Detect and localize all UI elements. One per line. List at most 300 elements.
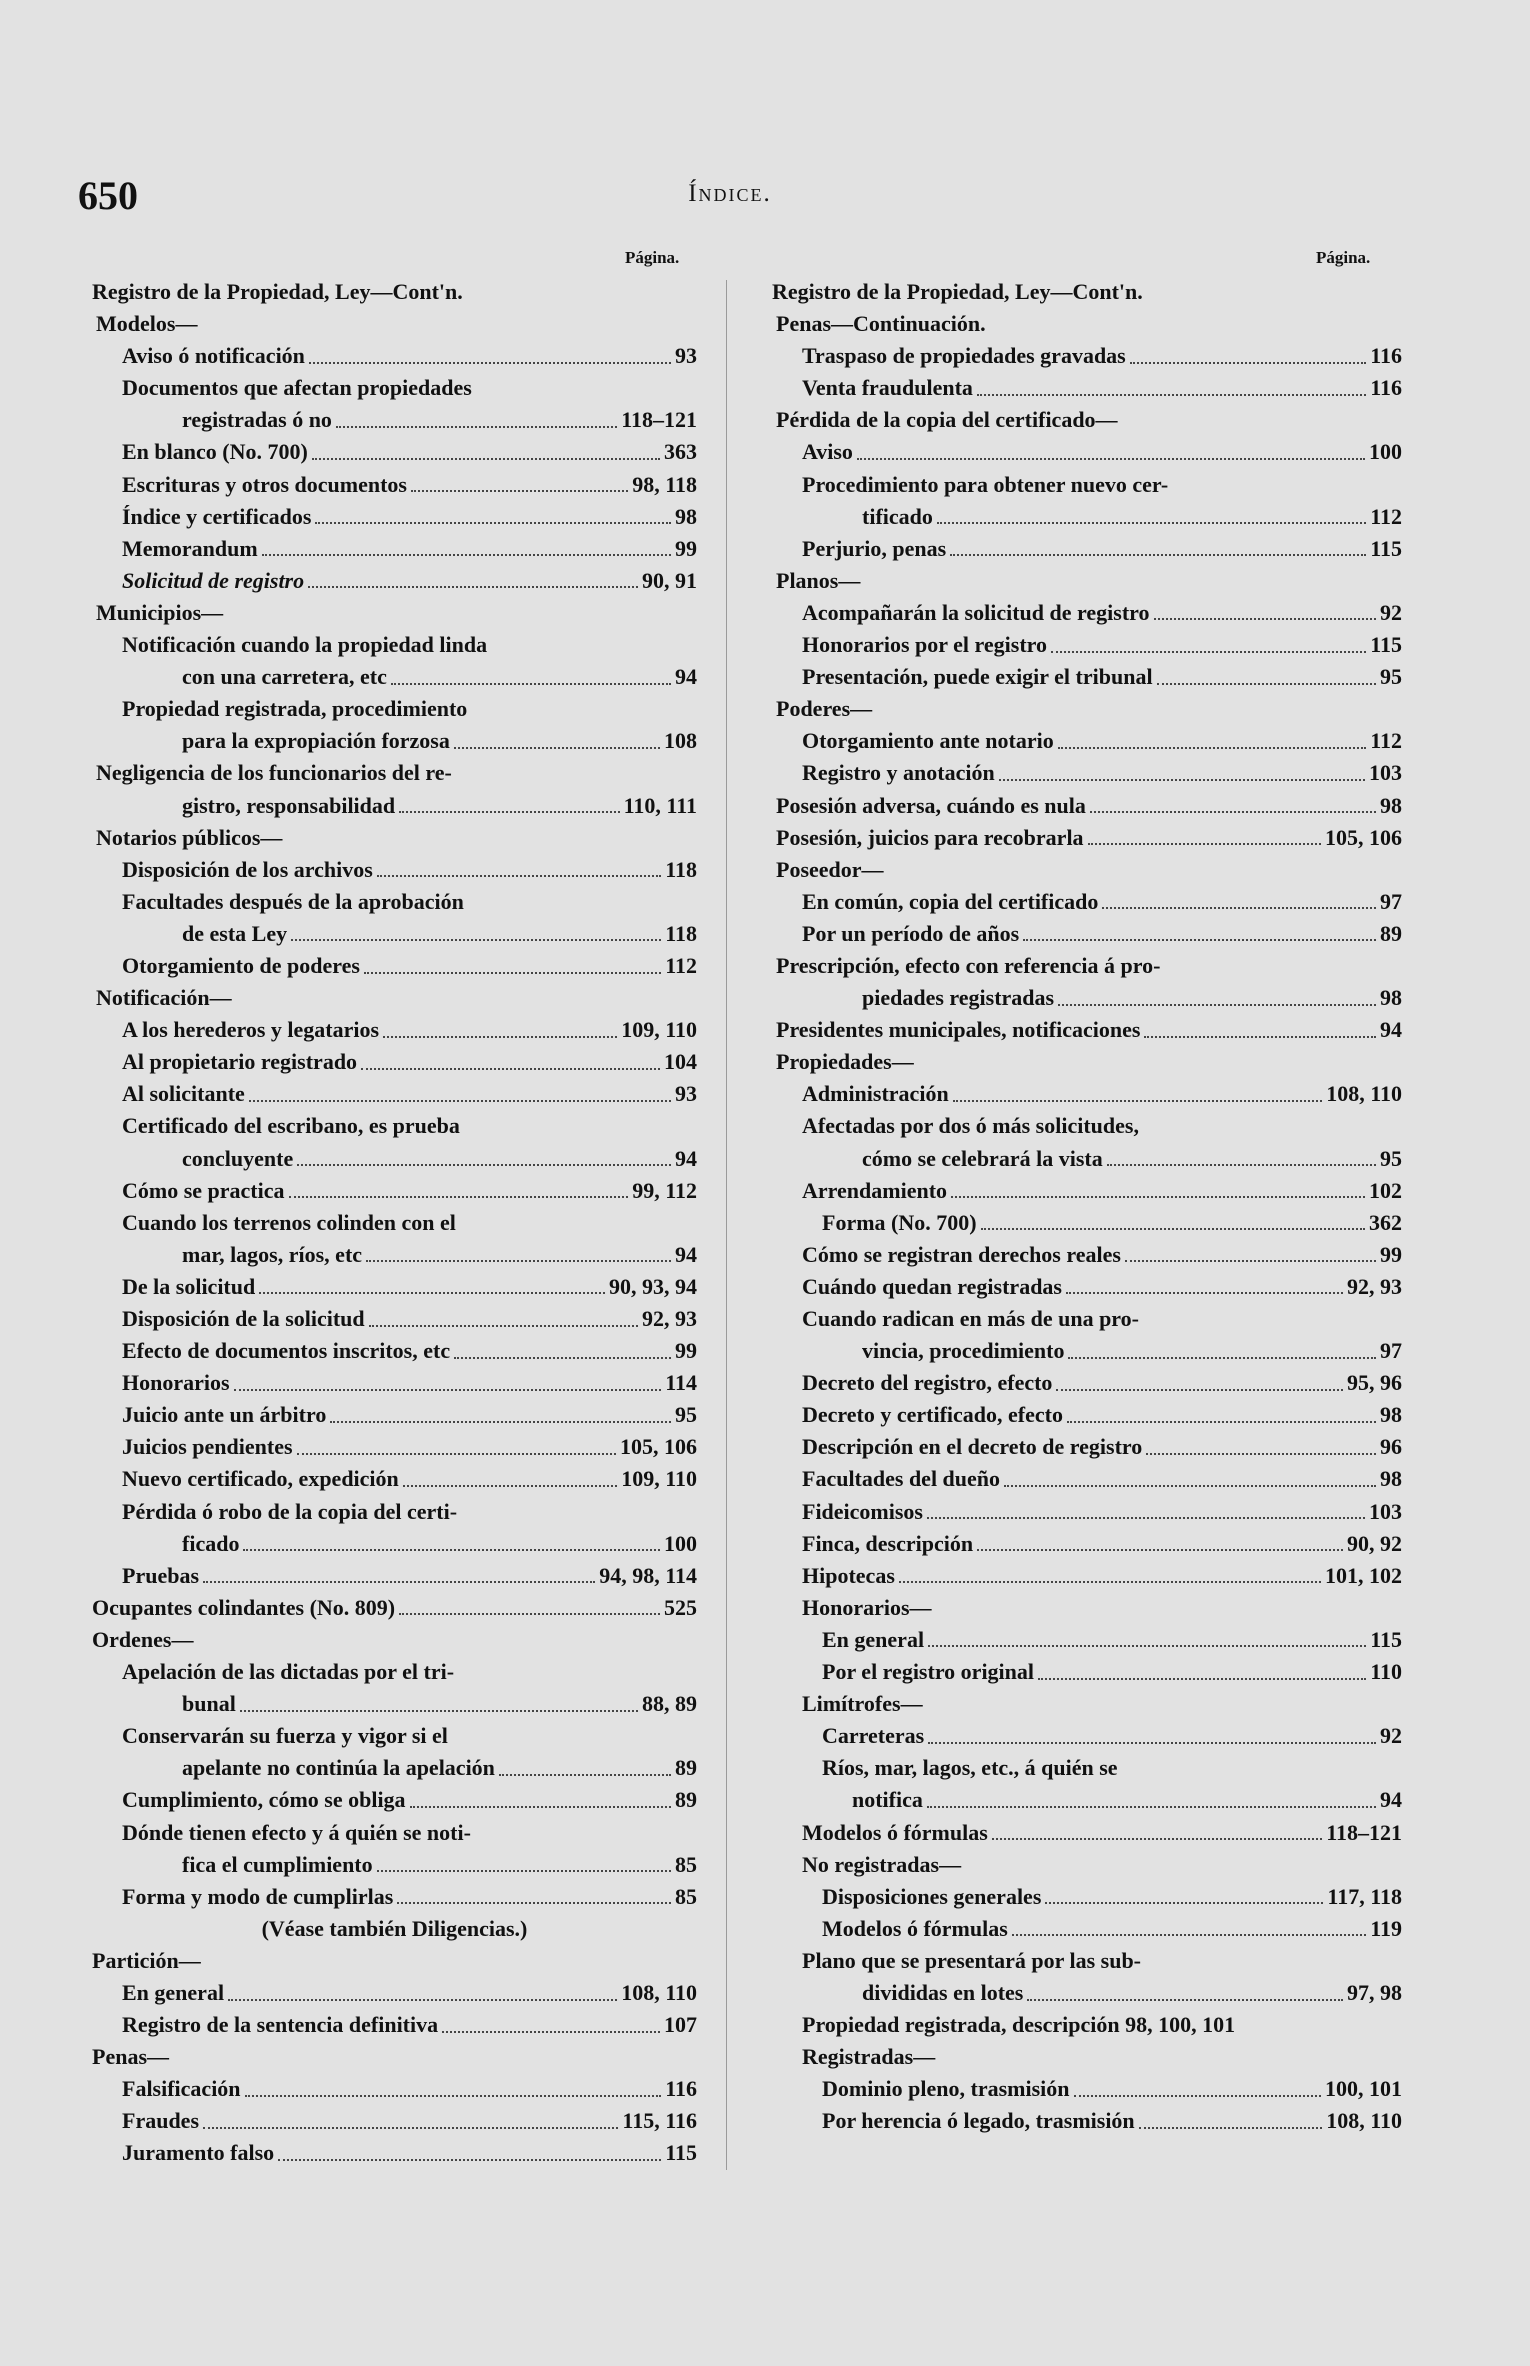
leader-dots: [291, 938, 661, 941]
page-number: 650: [78, 173, 138, 218]
leader-dots: [330, 1420, 671, 1423]
index-entry: [92, 1463, 697, 1495]
entry-text: fica el cumplimiento: [182, 1851, 373, 1877]
column-divider: [726, 280, 727, 2170]
index-entry: [772, 757, 1402, 789]
leader-dots: [1058, 1003, 1376, 1006]
entry-page-ref: 118–121: [621, 407, 697, 433]
leader-dots: [369, 1324, 638, 1327]
index-entry: [772, 436, 1402, 468]
entry-page-ref: 92: [1380, 1723, 1402, 1749]
leader-dots: [928, 1644, 1366, 1647]
entry-page-ref: 99: [1380, 1241, 1402, 1267]
leader-dots: [249, 1099, 671, 1102]
index-entry: [772, 1560, 1402, 1592]
entry-page-ref: 98: [1380, 1466, 1402, 1492]
index-entry: [92, 1078, 697, 1110]
index-entry: [92, 372, 697, 404]
index-entry: [92, 1913, 697, 1945]
entry-text: Posesión adversa, cuándo es nula: [776, 792, 1086, 818]
entry-text: Facultades después de la aprobación: [122, 888, 464, 914]
index-entry: [92, 1399, 697, 1431]
entry-page-ref: 99: [675, 535, 697, 561]
entry-text: Juicios pendientes: [122, 1434, 293, 1460]
index-entry: [772, 501, 1402, 533]
entry-page-ref: 90, 92: [1347, 1530, 1402, 1556]
entry-text: Arrendamiento: [802, 1177, 948, 1203]
leader-dots: [1139, 2126, 1323, 2129]
index-entry: [772, 340, 1402, 372]
left-index-column: [92, 276, 697, 2170]
index-entry: [92, 2041, 697, 2073]
index-entry: [772, 1143, 1402, 1175]
leader-dots: [289, 1195, 629, 1198]
index-entry: [772, 1303, 1402, 1335]
leader-dots: [899, 1580, 1321, 1583]
index-entry: [772, 1207, 1402, 1239]
index-entry: [92, 1014, 697, 1046]
entry-text: Aviso: [802, 439, 853, 465]
index-entry: [92, 1752, 697, 1784]
entry-page-ref: 118: [665, 856, 697, 882]
leader-dots: [278, 2158, 661, 2161]
index-entry: [772, 404, 1402, 436]
index-entry: [92, 1335, 697, 1367]
entry-page-ref: 89: [675, 1787, 697, 1813]
index-entry: [772, 1688, 1402, 1720]
entry-page-ref: 108: [664, 728, 697, 754]
entry-text: Limítrofes—: [802, 1691, 923, 1717]
index-entry: [772, 693, 1402, 725]
entry-page-ref: 115: [1370, 535, 1402, 561]
entry-text: Honorarios—: [802, 1594, 932, 1620]
index-entry: [92, 1592, 697, 1624]
index-entry: [772, 1945, 1402, 1977]
index-entry: [772, 565, 1402, 597]
entry-text: Solicitud de registro: [122, 567, 305, 593]
entry-text: Ocupantes colindantes (No. 809): [92, 1594, 396, 1620]
entry-text: Honorarios: [122, 1370, 230, 1396]
entry-page-ref: 108, 110: [1326, 1081, 1402, 1107]
entry-page-ref: 97, 98: [1347, 1979, 1402, 2005]
entry-text: Facultades del dueño: [802, 1466, 1001, 1492]
leader-dots: [1067, 1420, 1376, 1423]
entry-text: Penas—: [92, 2044, 169, 2070]
index-entry: [92, 501, 697, 533]
entry-text: mar, lagos, ríos, etc: [182, 1241, 363, 1267]
entry-text: Carreteras: [822, 1723, 925, 1749]
entry-text: Registro de la sentencia definitiva: [122, 2012, 439, 2038]
entry-page-ref: 112: [1370, 503, 1402, 529]
entry-text: Registro de la Propiedad, Ley—Cont'n.: [92, 279, 463, 304]
entry-text: Registro y anotación: [802, 760, 995, 786]
entry-text: Otorgamiento de poderes: [122, 952, 360, 978]
entry-page-ref: 95: [1380, 664, 1402, 690]
entry-page-ref: 98: [1380, 985, 1402, 1011]
leader-dots: [928, 1741, 1376, 1744]
index-entry: [92, 1207, 697, 1239]
leader-dots: [1056, 1388, 1343, 1391]
entry-text: A los herederos y legatarios: [122, 1017, 380, 1043]
entry-text: En blanco (No. 700): [122, 439, 308, 465]
leader-dots: [454, 1356, 671, 1359]
index-entry: [772, 1881, 1402, 1913]
leader-dots: [245, 2094, 662, 2097]
entry-page-ref: 99, 112: [632, 1177, 697, 1203]
entry-text: Forma y modo de cumplirlas: [122, 1883, 394, 1909]
entry-page-ref: 99: [675, 1338, 697, 1364]
entry-text: Plano que se presentará por las sub-: [802, 1947, 1142, 1973]
entry-text: Efecto de documentos inscritos, etc: [122, 1338, 451, 1364]
entry-text: concluyente: [182, 1145, 294, 1171]
leader-dots: [377, 1869, 671, 1872]
entry-page-ref: 94: [675, 1145, 697, 1171]
leader-dots: [312, 457, 660, 460]
entry-text: Índice y certificados: [122, 503, 312, 529]
index-entry: [92, 1271, 697, 1303]
index-entry: [92, 918, 697, 950]
entry-page-ref: 114: [665, 1370, 697, 1396]
leader-dots: [411, 489, 628, 492]
index-entry: [772, 661, 1402, 693]
index-entry: [772, 790, 1402, 822]
entry-text: Poderes—: [776, 696, 873, 722]
entry-text: Conservarán su fuerza y vigor si el: [122, 1723, 448, 1749]
index-entry: [772, 629, 1402, 661]
entry-text: Cuándo quedan registradas: [802, 1273, 1062, 1299]
index-entry: [772, 1496, 1402, 1528]
leader-dots: [1102, 906, 1376, 909]
index-entry: [92, 1046, 697, 1078]
entry-page-ref: 115, 116: [622, 2108, 697, 2134]
index-entry: [772, 886, 1402, 918]
index-entry: [772, 1528, 1402, 1560]
entry-text: Notificación cuando la propiedad linda: [122, 632, 488, 658]
entry-text: Perjurio, penas: [802, 535, 947, 561]
leader-dots: [377, 874, 661, 877]
entry-page-ref: 108, 110: [1326, 2108, 1402, 2134]
entry-text: Disposición de los archivos: [122, 856, 373, 882]
entry-text: con una carretera, etc: [182, 664, 387, 690]
index-entry: [772, 2105, 1402, 2137]
leader-dots: [927, 1805, 1376, 1808]
entry-text: (Véase también Diligencias.): [261, 1915, 528, 1941]
leader-dots: [399, 810, 620, 813]
entry-page-ref: 88, 89: [642, 1691, 697, 1717]
index-entry: [92, 404, 697, 436]
entry-page-ref: 116: [1370, 343, 1402, 369]
leader-dots: [992, 1837, 1322, 1840]
entry-text: Ríos, mar, lagos, etc., á quién se: [822, 1755, 1118, 1781]
entry-page-ref: 109, 110: [621, 1466, 697, 1492]
entry-page-ref: 95: [1380, 1145, 1402, 1171]
entry-text: Certificado del escribano, es prueba: [122, 1113, 460, 1139]
leader-dots: [937, 521, 1366, 524]
entry-text: Cumplimiento, cómo se obliga: [122, 1787, 406, 1813]
index-entry: [92, 854, 697, 886]
entry-text: Apelación de las dictadas por el tri-: [122, 1659, 455, 1685]
entry-text: Memorandum: [122, 535, 258, 561]
leader-dots: [234, 1388, 662, 1391]
leader-dots: [228, 1998, 617, 2001]
index-entry: [92, 790, 697, 822]
leader-dots: [1012, 1933, 1366, 1936]
index-entry: [772, 1367, 1402, 1399]
leader-dots: [454, 746, 660, 749]
index-entry: [772, 1913, 1402, 1945]
entry-text: Administración: [802, 1081, 949, 1107]
index-entry: [92, 2073, 697, 2105]
entry-text: Presidentes municipales, notificaciones: [776, 1017, 1141, 1043]
leader-dots: [240, 1709, 638, 1712]
leader-dots: [397, 1901, 671, 1904]
index-entry: [92, 1945, 697, 1977]
leader-dots: [315, 521, 671, 524]
index-entry: [92, 1560, 697, 1592]
index-entry: [92, 982, 697, 1014]
entry-text: Notarios públicos—: [96, 824, 283, 850]
entry-text: Fideicomisos: [802, 1498, 923, 1524]
index-entry: [772, 1431, 1402, 1463]
index-entry: [772, 1656, 1402, 1688]
entry-page-ref: 102: [1369, 1177, 1402, 1203]
entry-text: Descripción en el decreto de registro: [802, 1434, 1143, 1460]
entry-text: De la solicitud: [122, 1273, 256, 1299]
entry-text: Procedimiento para obtener nuevo cer-: [802, 471, 1169, 497]
entry-page-ref: 103: [1369, 760, 1402, 786]
index-entry: [92, 1720, 697, 1752]
entry-page-ref: 93: [675, 343, 697, 369]
entry-page-ref: 92, 93: [1347, 1273, 1402, 1299]
leader-dots: [203, 1580, 595, 1583]
index-entry: [92, 693, 697, 725]
entry-text: Hipotecas: [802, 1562, 895, 1588]
entry-text: En general: [122, 1979, 225, 2005]
entry-text: Por el registro original: [822, 1659, 1035, 1685]
index-entry: [92, 308, 697, 340]
index-entry: [772, 918, 1402, 950]
entry-text: Afectadas por dos ó más solicitudes,: [802, 1113, 1139, 1139]
index-entry: [92, 1881, 697, 1913]
entry-text: Documentos que afectan propiedades: [122, 375, 472, 401]
leader-dots: [1125, 1259, 1376, 1262]
entry-page-ref: 363: [664, 439, 697, 465]
leader-dots: [1074, 2094, 1321, 2097]
index-entry: [772, 1817, 1402, 1849]
entry-page-ref: 93: [675, 1081, 697, 1107]
leader-dots: [1068, 1356, 1376, 1359]
entry-text: tificado: [862, 503, 933, 529]
entry-page-ref: 85: [675, 1883, 697, 1909]
entry-page-ref: 98, 118: [632, 471, 697, 497]
entry-page-ref: 116: [665, 2076, 697, 2102]
entry-text: Modelos ó fórmulas: [822, 1915, 1008, 1941]
entry-text: Juicio ante un árbitro: [122, 1402, 327, 1428]
entry-text: vincia, procedimiento: [862, 1338, 1065, 1364]
entry-text: Disposiciones generales: [822, 1883, 1042, 1909]
index-entry: [92, 886, 697, 918]
entry-text: Al solicitante: [122, 1081, 245, 1107]
entry-text: Poseedor—: [776, 856, 884, 882]
entry-page-ref: 105, 106: [620, 1434, 697, 1460]
entry-page-ref: 97: [1380, 1338, 1402, 1364]
entry-text: cómo se celebrará la vista: [862, 1145, 1103, 1171]
leader-dots: [981, 1227, 1365, 1230]
entry-page-ref: 98: [675, 503, 697, 529]
entry-page-ref: 115: [1370, 1626, 1402, 1652]
leader-dots: [951, 1195, 1365, 1198]
entry-text: Ordenes—: [92, 1626, 194, 1652]
leader-dots: [442, 2030, 660, 2033]
entry-page-ref: 116: [1370, 375, 1402, 401]
leader-dots: [308, 585, 638, 588]
leader-dots: [977, 393, 1366, 396]
entry-page-ref: 362: [1369, 1209, 1402, 1235]
entry-text: En común, copia del certificado: [802, 888, 1099, 914]
entry-text: Traspaso de propiedades gravadas: [802, 343, 1126, 369]
leader-dots: [1146, 1452, 1376, 1455]
entry-text: Nuevo certificado, expedición: [122, 1466, 399, 1492]
index-entry: [772, 469, 1402, 501]
entry-text: Posesión, juicios para recobrarla: [776, 824, 1084, 850]
index-entry: [92, 1977, 697, 2009]
entry-text: Planos—: [776, 567, 861, 593]
index-entry: [92, 1624, 697, 1656]
entry-text: Propiedad registrada, descripción 98, 100, 101: [802, 2012, 1236, 2038]
entry-page-ref: 94: [675, 664, 697, 690]
index-entry: [772, 597, 1402, 629]
leader-dots: [1023, 938, 1376, 941]
index-entry: [92, 950, 697, 982]
entry-text: Decreto del registro, efecto: [802, 1370, 1053, 1396]
entry-page-ref: 101, 102: [1325, 1562, 1402, 1588]
index-entry: [92, 1849, 697, 1881]
entry-page-ref: 95, 96: [1347, 1370, 1402, 1396]
leader-dots: [262, 553, 671, 556]
leader-dots: [1154, 617, 1376, 620]
right-index-column: [772, 276, 1402, 2137]
entry-text: En general: [822, 1626, 925, 1652]
index-entry: [772, 1239, 1402, 1271]
entry-page-ref: 115: [665, 2140, 697, 2166]
entry-page-ref: 94, 98, 114: [599, 1562, 697, 1588]
leader-dots: [336, 425, 617, 428]
index-entry: [772, 1271, 1402, 1303]
entry-page-ref: 94: [1380, 1787, 1402, 1813]
entry-text: Venta fraudulenta: [802, 375, 973, 401]
leader-dots: [309, 361, 671, 364]
entry-text: Decreto y certificado, efecto: [802, 1402, 1063, 1428]
index-entry: [92, 276, 697, 308]
index-entry: [772, 1110, 1402, 1142]
entry-page-ref: 94: [1380, 1017, 1402, 1043]
entry-text: Pérdida ó robo de la copia del certi-: [122, 1498, 458, 1524]
entry-page-ref: 96: [1380, 1434, 1402, 1460]
index-entry: [92, 757, 697, 789]
entry-text: Cómo se practica: [122, 1177, 285, 1203]
entry-text: Al propietario registrado: [122, 1049, 358, 1075]
index-entry: [772, 372, 1402, 404]
entry-text: ficado: [182, 1530, 240, 1556]
leader-dots: [999, 778, 1365, 781]
leader-dots: [1004, 1484, 1376, 1487]
leader-dots: [1066, 1291, 1343, 1294]
index-entry: [92, 1496, 697, 1528]
entry-text: Cuando radican en más de una pro-: [802, 1306, 1139, 1331]
entry-page-ref: 525: [664, 1594, 697, 1620]
entry-page-ref: 112: [1370, 728, 1402, 754]
left-column-page-label: Página.: [625, 248, 680, 267]
entry-page-ref: 112: [665, 952, 697, 978]
entry-page-ref: 90, 91: [642, 567, 697, 593]
right-column-page-label: Página.: [1316, 248, 1371, 267]
index-entry: [772, 1592, 1402, 1624]
index-entry: [92, 629, 697, 661]
entry-page-ref: 94: [675, 1241, 697, 1267]
index-entry: [92, 1175, 697, 1207]
entry-text: Dominio pleno, trasmisión: [822, 2076, 1070, 2102]
index-entry: [92, 1367, 697, 1399]
entry-page-ref: 110: [1370, 1659, 1402, 1685]
index-entry: [92, 340, 697, 372]
entry-page-ref: 115: [1370, 632, 1402, 658]
entry-page-ref: 92: [1380, 599, 1402, 625]
entry-text: de esta Ley: [182, 920, 288, 946]
index-entry: [92, 436, 697, 468]
entry-text: Forma (No. 700): [822, 1209, 977, 1235]
entry-page-ref: 100: [1369, 439, 1402, 465]
leader-dots: [203, 2126, 618, 2129]
entry-text: Juramento falso: [122, 2140, 275, 2166]
index-entry: [92, 2137, 697, 2169]
entry-text: gistro, responsabilidad: [182, 792, 396, 818]
entry-text: Penas—Continuación.: [776, 311, 986, 337]
entry-page-ref: 118: [665, 920, 697, 946]
entry-page-ref: 95: [675, 1402, 697, 1428]
index-entry: [92, 1817, 697, 1849]
index-entry: [92, 469, 697, 501]
leader-dots: [366, 1259, 671, 1262]
entry-text: para la expropiación forzosa: [182, 728, 450, 754]
index-entry: [92, 2009, 697, 2041]
leader-dots: [297, 1163, 671, 1166]
entry-text: Propiedad registrada, procedimiento: [122, 696, 468, 722]
entry-page-ref: 100, 101: [1325, 2076, 1402, 2102]
index-entry: [772, 822, 1402, 854]
leader-dots: [857, 457, 1365, 460]
entry-text: divididas en lotes: [862, 1979, 1024, 2005]
leader-dots: [399, 1612, 660, 1615]
index-entry: [772, 2073, 1402, 2105]
entry-page-ref: 105, 106: [1325, 824, 1402, 850]
index-entry: [92, 1528, 697, 1560]
entry-text: Notificación—: [96, 985, 232, 1011]
index-entry: [92, 1110, 697, 1142]
leader-dots: [1157, 682, 1376, 685]
entry-text: Pérdida de la copia del certificado—: [776, 407, 1118, 433]
index-entry: [772, 725, 1402, 757]
entry-text: registradas ó no: [182, 407, 332, 433]
leader-dots: [1051, 650, 1366, 653]
entry-text: Honorarios por el registro: [802, 632, 1048, 658]
entry-page-ref: 117, 118: [1327, 1883, 1402, 1909]
index-entry: [772, 2041, 1402, 2073]
entry-text: Por herencia ó legado, trasmisión: [822, 2108, 1135, 2134]
entry-page-ref: 92, 93: [642, 1306, 697, 1331]
index-entry: [772, 533, 1402, 565]
index-entry: [92, 2105, 697, 2137]
index-entry: [772, 1399, 1402, 1431]
